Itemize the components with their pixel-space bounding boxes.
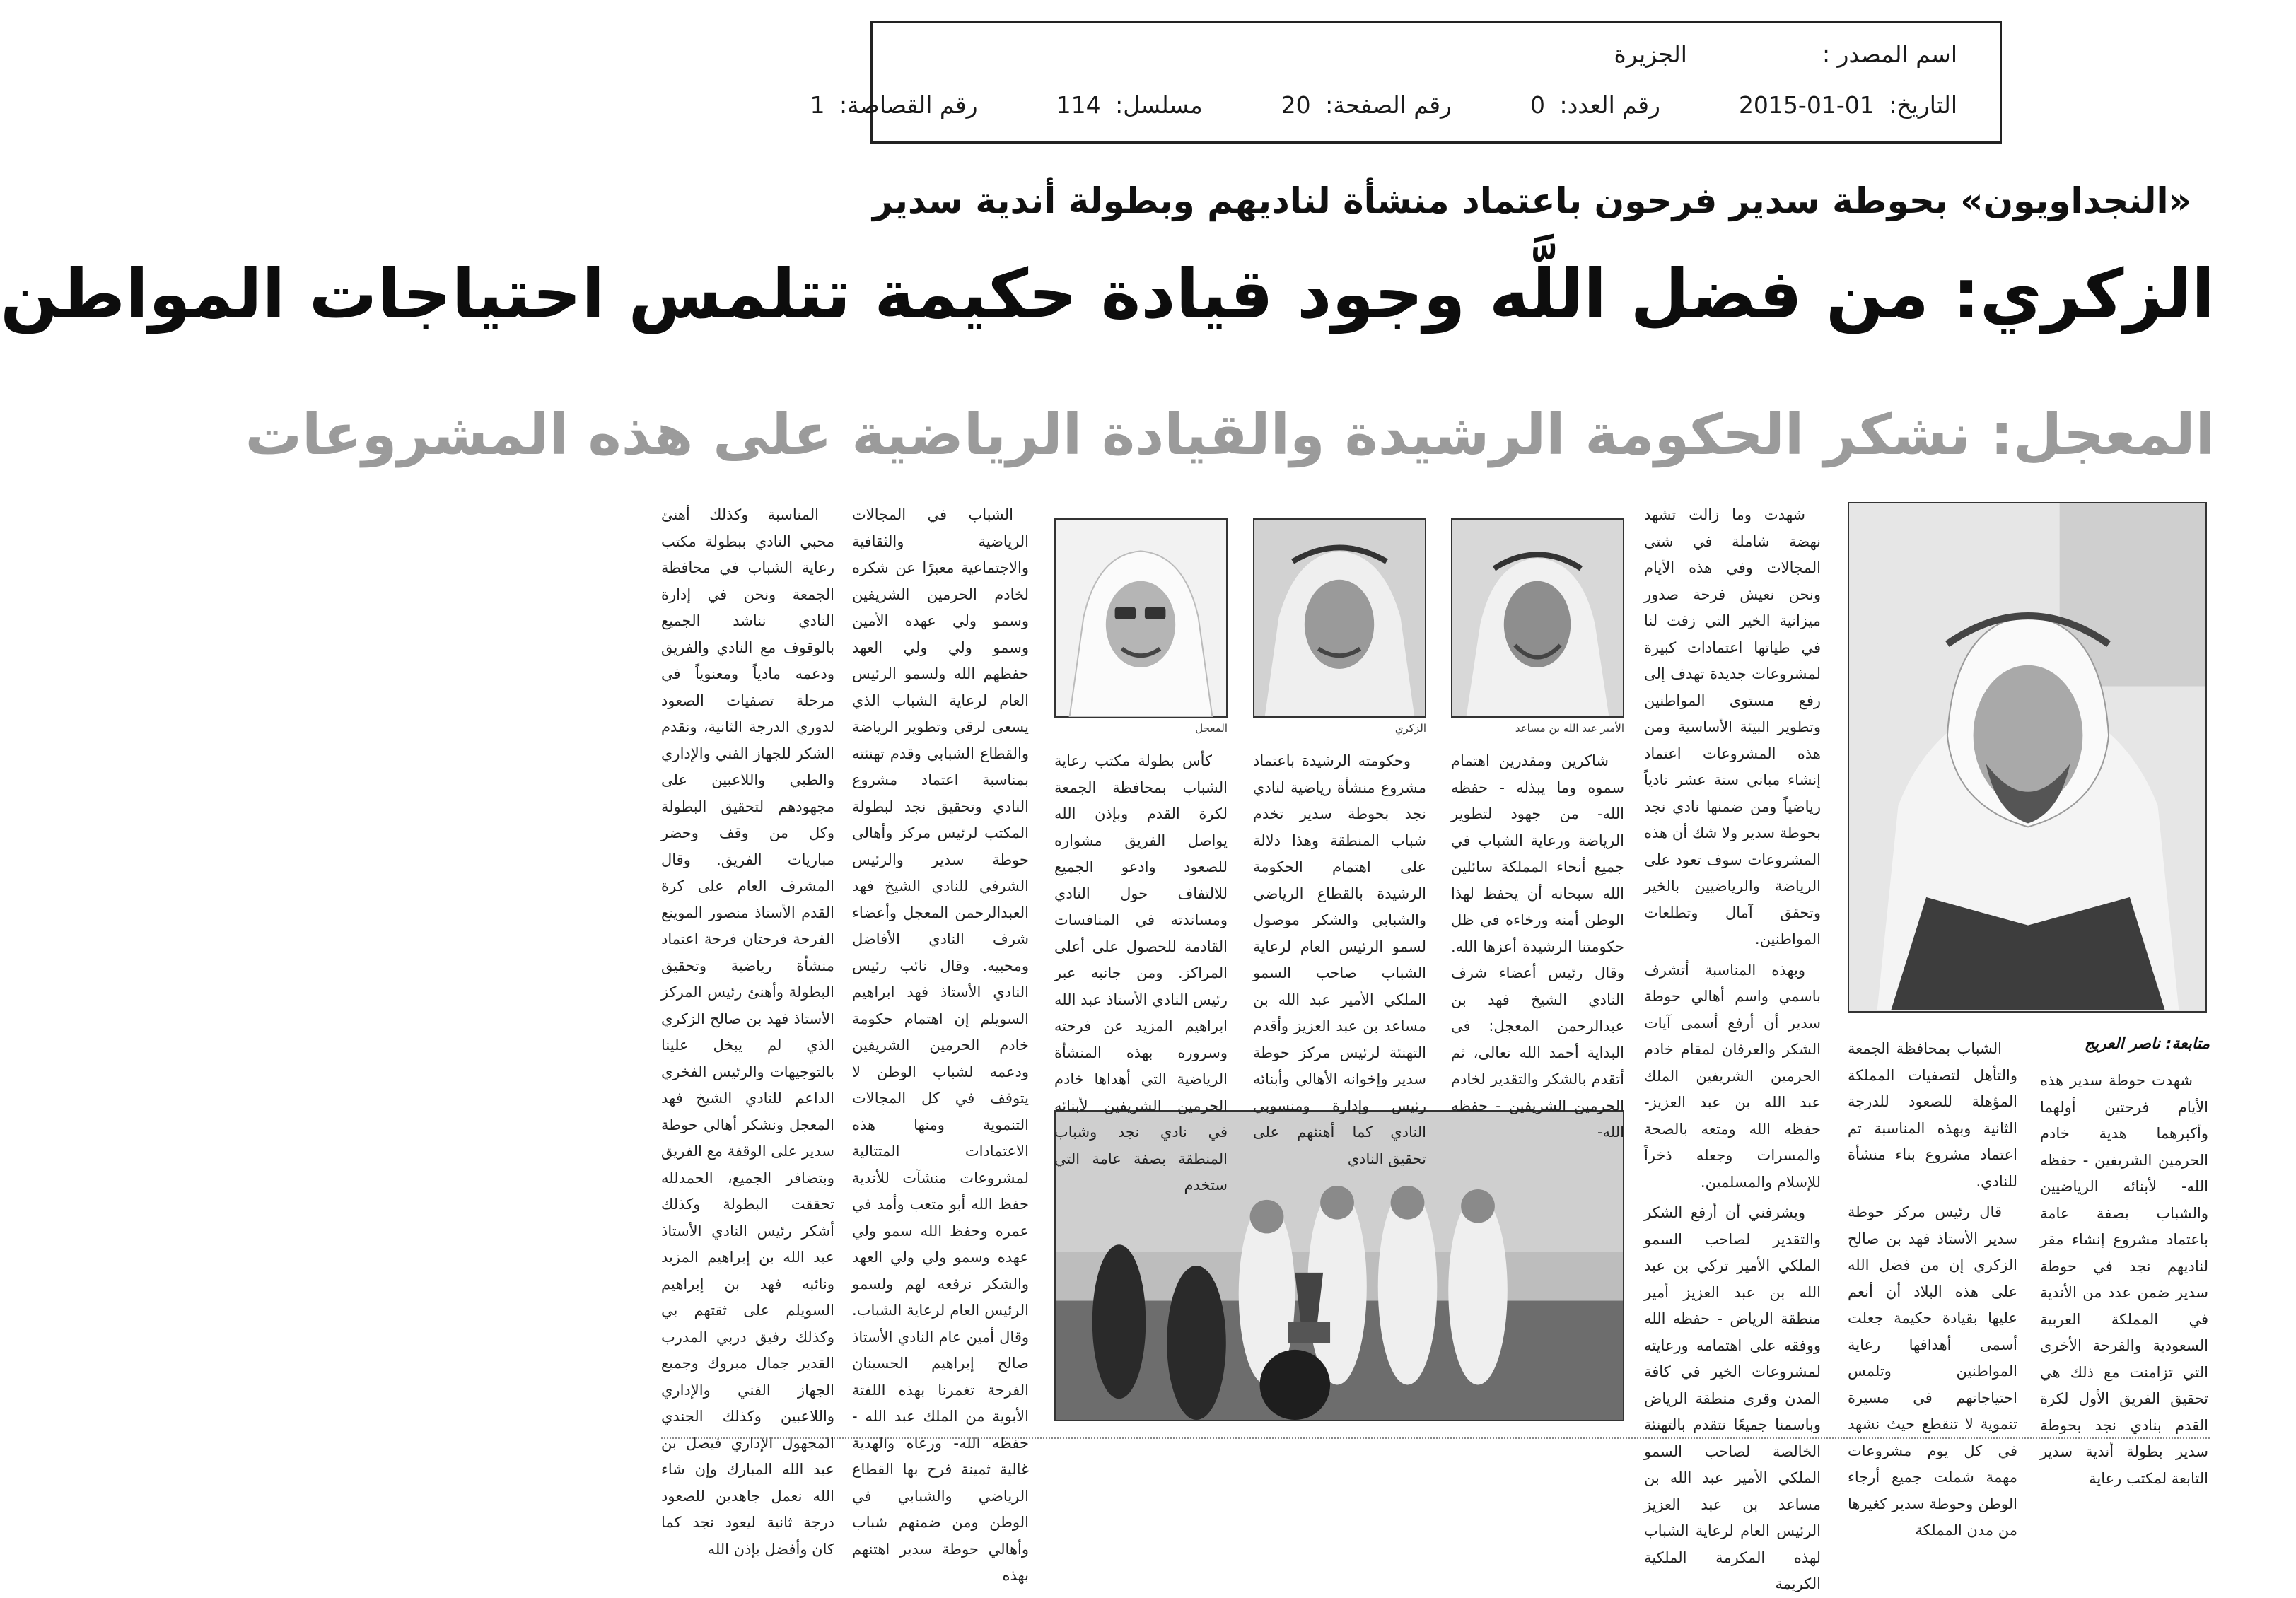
page-label: رقم الصفحة: xyxy=(1325,91,1452,119)
column-3-paragraph-1: شهدت حوطة سدير هذه الأيام فرحتين أولهما وأكبرهما هدية خادم الحرمين الشريفين - حفظه الله- لأبنائه الرياضيين والشباب بصفة عامة باعتماد مشروع إنشاء مقر لناديهم نجد في حوطة سدير ضمن عدد من الأندية في المملكة العربية السعودية والفرحة الأخرى التي تزامنت مع ذلك هي تحقيق الفريق الأول لكرة القدم بنادي نجد بحوطة سدير بطولة أندية سدير التابعة لمكتب رعاية xyxy=(2040,1072,2208,1487)
article-column-2 xyxy=(1848,1036,2017,1539)
source-row xyxy=(901,40,1957,68)
muajjal-caption: المعجل xyxy=(1195,722,1228,735)
issue-value: 0 xyxy=(1529,91,1545,119)
source-label: اسم المصدر : xyxy=(1822,40,1957,68)
serial-value: 114 xyxy=(1056,91,1101,119)
column-1-paragraph-1: شهدت وما زالت تشهد نهضة شاملة في شتى المجالات وفي هذه الأيام ونحن نعيش فرحة صدور ميزانية الخير التي زفت لنا في طياتها اعتمادات كبيرة لمشروعات جديدة تهدف إلى رفع مستوى المواطنين وتطوير البيئة الأساسية ومن هذه المشروعات اعتماد إنشاء مباني ستة عشر نادياً رياضياً ومن ضمنها نادي نجد بحوطة سدير ولا شك أن هذه المشروعات سوف تعود على الرياضة والرياضيين بالخير وتحقق آمال وتطلعات المواطنين. xyxy=(1644,506,1821,947)
column-2-paragraph-1: الشباب بمحافظة الجمعة والتأهل لتصفيات المملكة المؤهلة للصعود للدرجة الثانية وبهذه المناسبة تم اعتماد مشروع بناء منشأة للنادي. xyxy=(1848,1040,2017,1190)
clip-value: 1 xyxy=(810,91,825,119)
column-2-paragraph-2: قال رئيس مركز حوطة سدير الأستاذ فهد بن صالح الزكري إن من فضل الله على هذه البلاد أن أنعم عليها بقيادة حكيمة جعلت أسمى أهدافها رعاية المواطنين وتلمس احتياجاتهم في مسيرة تنموية لا تنقطع حيث نشهد في كل يوم مشروعات مهمة شملت جميع أرجاء الوطن وحوطة سدير كغيرها من مدن المملكة xyxy=(1848,1203,2017,1539)
column-1-paragraph-3: ويشرفني أن أرفع الشكر والتقدير لصاحب السمو الملكي الأمير تركي بن عبد الله بن عبد العزيز أمير منطقة الرياض - حفظه الله ووفقه على اهتمامه ورعايته لمشروعات الخير في كافة المدن وقرى منطقة الرياض وباسمنا جميعًا نتقدم بالتهنئة الخالصة لصاحب السمو الملكي الأمير عبد الله بن مساعد بن عبد العزيز الرئيس العام لرعاية الشباب لهذه المكرمة الملكية الكريمة xyxy=(1644,1204,1821,1592)
serial-label: مسلسل: xyxy=(1115,91,1203,119)
zikri-photo xyxy=(1253,518,1426,718)
date-label: التاريخ: xyxy=(1889,91,1957,119)
muajjal-photo xyxy=(1054,518,1228,718)
article-column-3 xyxy=(2040,1068,2208,1487)
column-1-paragraph-2: وبهذه المناسبة أتشرف باسمي واسم أهالي حوطة سدير أن أرفع أسمى آيات الشكر والعرفان لمقام خادم الحرمين الشريفين الملك عبد الله بن عبد العزيز- حفظه الله ومتعه بالصحة والمسرات وجعله ذخراً للإسلام والمسلمين. xyxy=(1644,961,1821,1191)
column-6-paragraph: كأس بطولة مكتب رعاية الشباب بمحافظة الجمعة لكرة القدم وبإذن الله يواصل الفريق مشواره للصعود وادعو الجميع للالتفاف حول النادي ومساندته في المنافسات القادمة للحصول على أعلى المراكز. ومن جانبه عبر رئيس النادي الأستاذ عبد الله ابراهيم المزيد عن فرحته وسروره بهذه المنشأة الرياضية التي أهداها خادم الحرمين الشريفين لأبنائه في نادي نجد وشباب المنطقة بصفة عامة التي ستخدم xyxy=(1054,752,1228,1194)
article-column-1 xyxy=(1644,502,1821,1592)
article-column-4 xyxy=(1451,748,1624,1141)
article-column-5 xyxy=(1253,748,1426,1167)
king-portrait-photo xyxy=(1848,502,2207,1013)
article-byline: متابعة: ناصر العريج xyxy=(2084,1035,2210,1053)
issue-label: رقم العدد: xyxy=(1559,91,1660,119)
zikri-caption: الزكري xyxy=(1394,722,1426,735)
article-column-8 xyxy=(661,502,834,1558)
clip-label: رقم القصاصة: xyxy=(839,91,978,119)
prince-abdullah-photo xyxy=(1451,518,1624,718)
details-row xyxy=(810,91,1957,119)
column-8-paragraph: المناسبة وكذلك أهنئ محبي النادي ببطولة مكتب رعاية الشباب في محافظة الجمعة ونحن في إدارة النادي نناشد الجميع بالوقوف مع النادي والفريق ودعمه مادياً ومعنوياً في مرحلة تصفيات الصعود لدوري الدرجة الثانية، ونقدم الشكر للجهاز الفني والإداري والطبي واللاعبين على مجهودهم لتحقيق البطولة وكل من وقف وحضر مباريات الفريق. وقال المشرف العام على كرة القدم الأستاذ منصور الموينع الفرحة فرحتان فرحة اعتماد منشأة رياضية وتحقيق البطولة وأهنئ رئيس المركز الأستاذ فهد بن صالح الزكري الذي لم يبخل علينا بالتوجيهات والرئيس الفخري الداعم للنادي الشيخ فهد المعجل ونشكر أهالي حوطة سدير على الوقفة مع الفريق وبتضافر الجميع، الحمدلله تحققت البطولة وكذلك أشكر رئيس النادي الأستاذ عبد الله بن إبراهيم المزيد ونائبه فهد بن إبراهيم السويلم على ثقتهم بي وكذلك رفيق دربي المدرب القدير جمال مبروك وجميع الجهاز الفني والإداري واللاعبين وكذلك الجندي المجهول الإداري فيصل بن عبد الله المبارك وإن شاء الله نعمل جاهدين للصعود درجة ثانية ليعود نجد كما كان وأفضل بإذن الله xyxy=(661,506,834,1558)
bottom-divider xyxy=(661,1437,2210,1439)
article-supertitle: «النجداويون» بحوطة سدير فرحون باعتماد منشأة لناديهم وبطولة أندية سدير xyxy=(873,180,2191,221)
column-4-paragraph: شاكرين ومقدرين اهتمام سموه وما يبذله - حفظه الله- من جهود لتطوير الرياضة ورعاية الشباب في جميع أنحاء المملكة سائلين الله سبحانه أن يحفظ لهذا الوطن أمنه ورخاءه في ظل حكومتنا الرشيدة أعزها الله. وقال رئيس أعضاء شرف النادي الشيخ فهد بن عبدالرحمن المعجل: في البداية أحمد الله تعالى، ثم أتقدم بالشكر والتقدير لخادم الحرمين الشريفين - حفظه الله- xyxy=(1451,752,1624,1141)
prince-abdullah-caption: الأمير عبد الله بن مساعد xyxy=(1515,722,1624,735)
article-column-7 xyxy=(852,502,1029,1584)
date-value: 2015-01-01 xyxy=(1738,91,1875,119)
article-subheadline: المعجل: نشكر الحكومة الرشيدة والقيادة الرياضية على هذه المشروعات xyxy=(245,402,2215,467)
column-7-paragraph: الشباب في المجالات الرياضية والثقافية والاجتماعية معبرًا عن شكره لخادم الحرمين الشريفين وسمو ولي عهده الأمين وسمو ولي ولي العهد حفظهم الله ولسمو الرئيس العام لرعاية الشباب الذي يسعى لرقي وتطوير الرياضة والقطاع الشبابي وقدم تهنئته بمناسبة اعتماد مشروع النادي وتحقيق نجد لبطولة المكتب لرئيس مركز وأهالي حوطة سدير والرئيس الشرفي للنادي الشيخ فهد العبدالرحمن المعجل وأعضاء شرف النادي الأفاضل ومحبيه. وقال نائب رئيس النادي الأستاذ فهد ابراهيم السويلم إن اهتمام حكومة خادم الحرمين الشريفين ودعمه لشباب الوطن لا يتوقف في كل المجالات التنموية ومنها هذه الاعتمادات المتتالية لمشروعات منشآت للأندية حفظ الله أبو متعب وأمد في عمره وحفظ الله سمو ولي عهده وسمو ولي ولي العهد والشكر نرفعه لهم ولسمو الرئيس العام لرعاية الشباب. وقال أمين عام النادي الأستاذ صالح إبراهيم الحسينان الفرحة تغمرنا بهذه اللفتة الأبوية من الملك عبد الله - حفظه الله- ورعاه والهدية غالية ثمينة فرح بها القطاع الرياضي والشبابي في الوطن ومن ضمنهم شباب وأهالي حوطة سدير اهتنهم بهذه xyxy=(852,506,1029,1584)
article-column-6 xyxy=(1054,748,1228,1194)
source-info-box xyxy=(810,21,2002,144)
article-headline: الزكري: من فضل اللَّه وجود قيادة حكيمة تتلمس احتياجات المواطن xyxy=(0,255,2215,334)
column-5-paragraph: وحكومته الرشيدة باعتماد مشروع منشأة رياضية لنادي نجد بحوطة سدير تخدم شباب المنطقة وهذا دلالة على اهتمام الحكومة الرشيدة بالقطاع الرياضي والشبابي والشكر موصول لسمو الرئيس العام لرعاية الشباب صاحب السمو الملكي الأمير عبد الله بن مساعد بن عبد العزيز وأقدم التهنئة لرئيس مركز حوطة سدير وإخوانه الأهالي وأبنائه رئيس وإدارة ومنسوبي النادي كما أهنئهم على تحقيق النادي xyxy=(1253,752,1426,1167)
source-value: الجزيرة xyxy=(1614,40,1687,68)
page-value: 20 xyxy=(1281,91,1311,119)
